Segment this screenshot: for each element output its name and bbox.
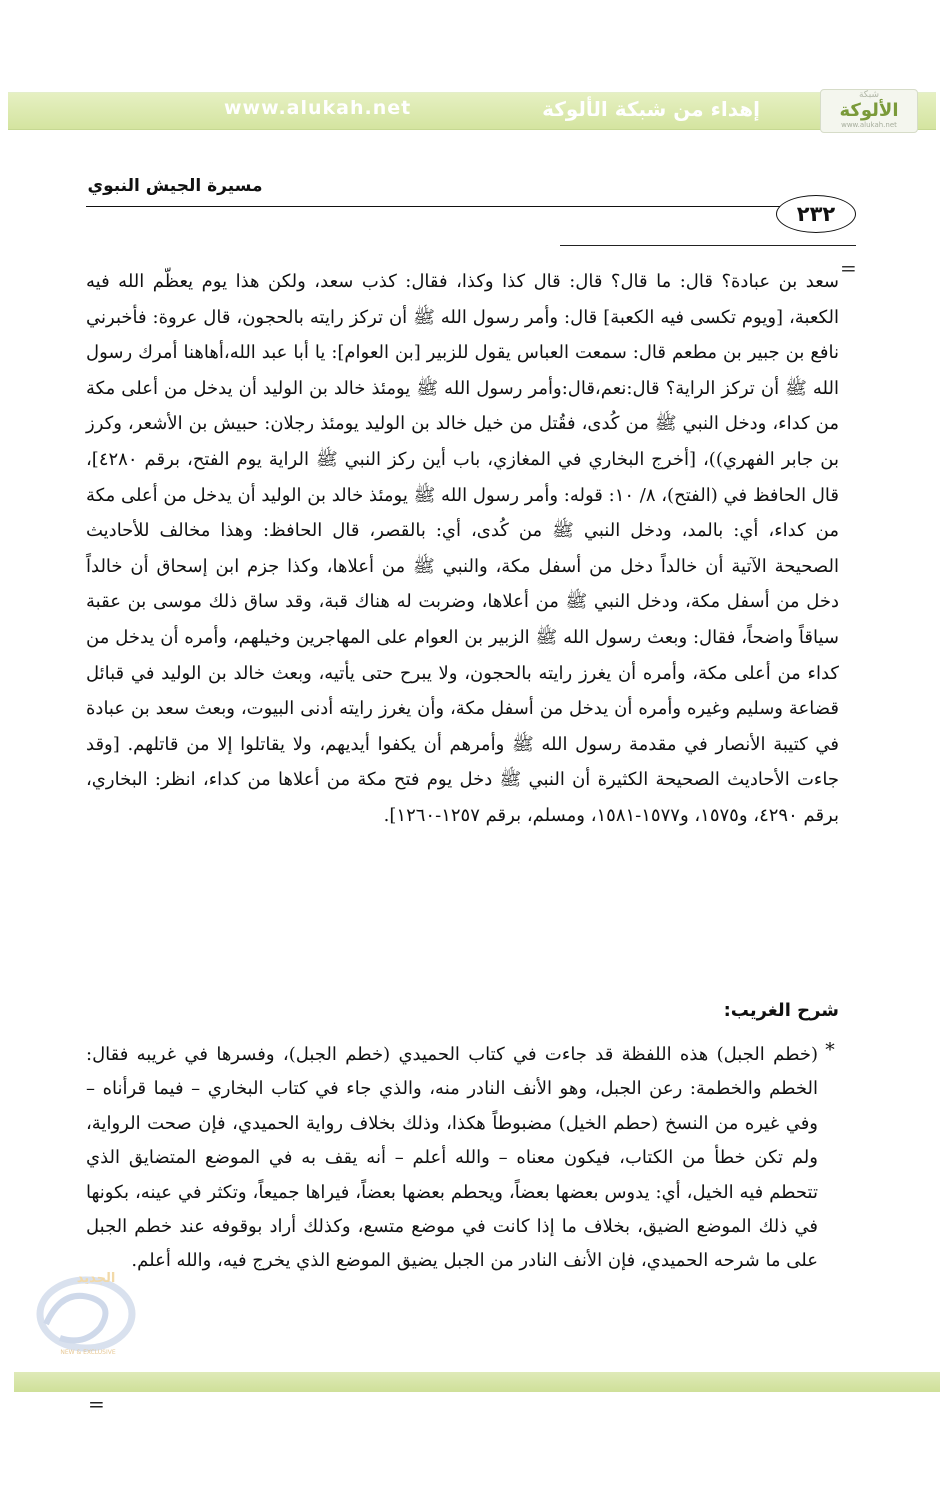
watermark-sublabel: NEW & EXCLUSIVE xyxy=(60,1349,116,1356)
footnote-body xyxy=(86,264,839,834)
logo-caption: شبكة xyxy=(858,90,880,100)
logo-url: www.alukah.net xyxy=(841,121,897,129)
new-exclusive-watermark xyxy=(22,1262,142,1360)
running-title: مسيرة الجيش النبوي xyxy=(87,176,263,196)
page-number-oval xyxy=(776,195,856,233)
glossary-marker: * xyxy=(825,1039,835,1061)
glossary-body xyxy=(86,1038,818,1279)
alukah-logo xyxy=(820,89,918,133)
watermark-stroke xyxy=(46,1296,105,1341)
watermark-label: الجديد xyxy=(76,1271,116,1286)
glossary-paragraph: (خطم الجبل) هذه اللفظة قد جاءت في كتاب الحميدي (خطم الجبل)، وفسرها في غريبه فقال: الخطم والخطمة: رعن الجبل، وهو الأنف النادر منه، والذي جاء في كتاب البخاري – فيما قرأناه – وفي غيره من النسخ (حطم الخيل) مضبوطاً هكذا، وذلك بخلاف رواية الحميدي، فإن صحت الرواية، ولم تكن خطأ من الكتاب، فيكون معناه – والله أعلم – أنه يقف به في الموضع المتضايق الذي تتحطم فيه الخيل، أي: يدوس بعضها بعضاً، ويحطم بعضها بعضاً، فيراها جميعاً، وتكثر في عينه، بكونها في ذلك الموضع الضيق، بخلاف ما إذا كانت في موضع متسع، وكذلك أراد بوقوفه عند خطم الجبل على ما شرحه الحميدي، فإن الأنف النادر من الجبل يضيق الموضع الذي يخرج فيه، والله أعلم. xyxy=(86,1044,818,1272)
footer-band xyxy=(14,1372,940,1392)
page-number: ٢٣٢ xyxy=(796,202,836,226)
glossary-heading: شرح الغريب: xyxy=(723,1000,839,1021)
banner-url-link[interactable]: www.alukah.net xyxy=(224,97,412,119)
banner-tagline: إهداء من شبكة الألوكة xyxy=(542,97,760,121)
header-rule xyxy=(86,206,786,207)
footnote-rule xyxy=(560,245,856,246)
footnote-continuation-marker: = xyxy=(840,256,857,280)
logo-name: الألوكة xyxy=(839,100,899,121)
end-continuation-marker: = xyxy=(88,1392,105,1416)
footnote-paragraph: سعد بن عبادة؟ قال: ما قال؟ قال: قال كذا وكذا، فقال: كذب سعد، ولكن هذا يوم يعظّم الله فيه الكعبة، [ويوم تكسى فيه الكعبة] قال: وأمر رسول الله ﷺ أن تركز رايته بالحجون، قال عروة: فأخبرني نافع بن جبير بن مطعم قال: سمعت العباس يقول للزبير [بن العوام]: يا أبا عبد الله،أهاهنا أمرك رسول الله ﷺ أن تركز الراية؟ قال:نعم،قال:وأمر رسول الله ﷺ يومئذ خالد بن الوليد أن يدخل من أعلى مكة من كداء، ودخل النبي ﷺ من كُدى، فقُتل من خيل خالد بن الوليد يومئذ رجلان: حبيش بن الأشعر، وكرز بن جابر الفهري))، [أخرج البخاري في المغازي، باب أين ركز النبي ﷺ الراية يوم الفتح، برقم ٤٢٨٠]، قال الحافظ في (الفتح)، ٨/ ١٠: قوله: وأمر رسول الله ﷺ يومئذ خالد بن الوليد أن يدخل من أعلى مكة من كداء، أي: بالمد، ودخل النبي ﷺ من كُدى، أي: بالقصر، قال الحافظ: وهذا مخالف للأحاديث الصحيحة الآتية أن خالداً دخل من أسفل مكة، والنبي ﷺ من أعلاها، وكذا جزم ابن إسحاق أن خالداً دخل من أسفل مكة، ودخل النبي ﷺ من أعلاها، وضربت له هناك قبة، وقد ساق ذلك موسى بن عقبة سياقاً واضحاً، فقال: وبعث رسول الله ﷺ الزبير بن العوام على المهاجرين وخيلهم، وأمره أن يدخل من كداء من أعلى مكة، وأمره أن يغرز رايته بالحجون، ولا يبرح حتى يأتيه، وبعث خالد بن الوليد في قبائل قضاعة وسليم وغيره وأمره أن يدخل من أسفل مكة، وأن يغرز رايته أدنى البيوت، وبعث سعد بن عبادة في كتيبة الأنصار في مقدمة رسول الله ﷺ وأمرهم أن يكفوا أيديهم، ولا يقاتلوا إلا من قاتلهم. [وقد جاءت الأحاديث الصحيحة الكثيرة أن النبي ﷺ دخل يوم فتح مكة من أعلاها من كداء، انظر: البخاري، برقم ٤٢٩٠، و١٥٧٥، و١٥٧٧-١٥٨١، ومسلم، برقم ١٢٥٧-١٢٦٠]. xyxy=(86,271,840,826)
header-banner xyxy=(8,92,936,130)
